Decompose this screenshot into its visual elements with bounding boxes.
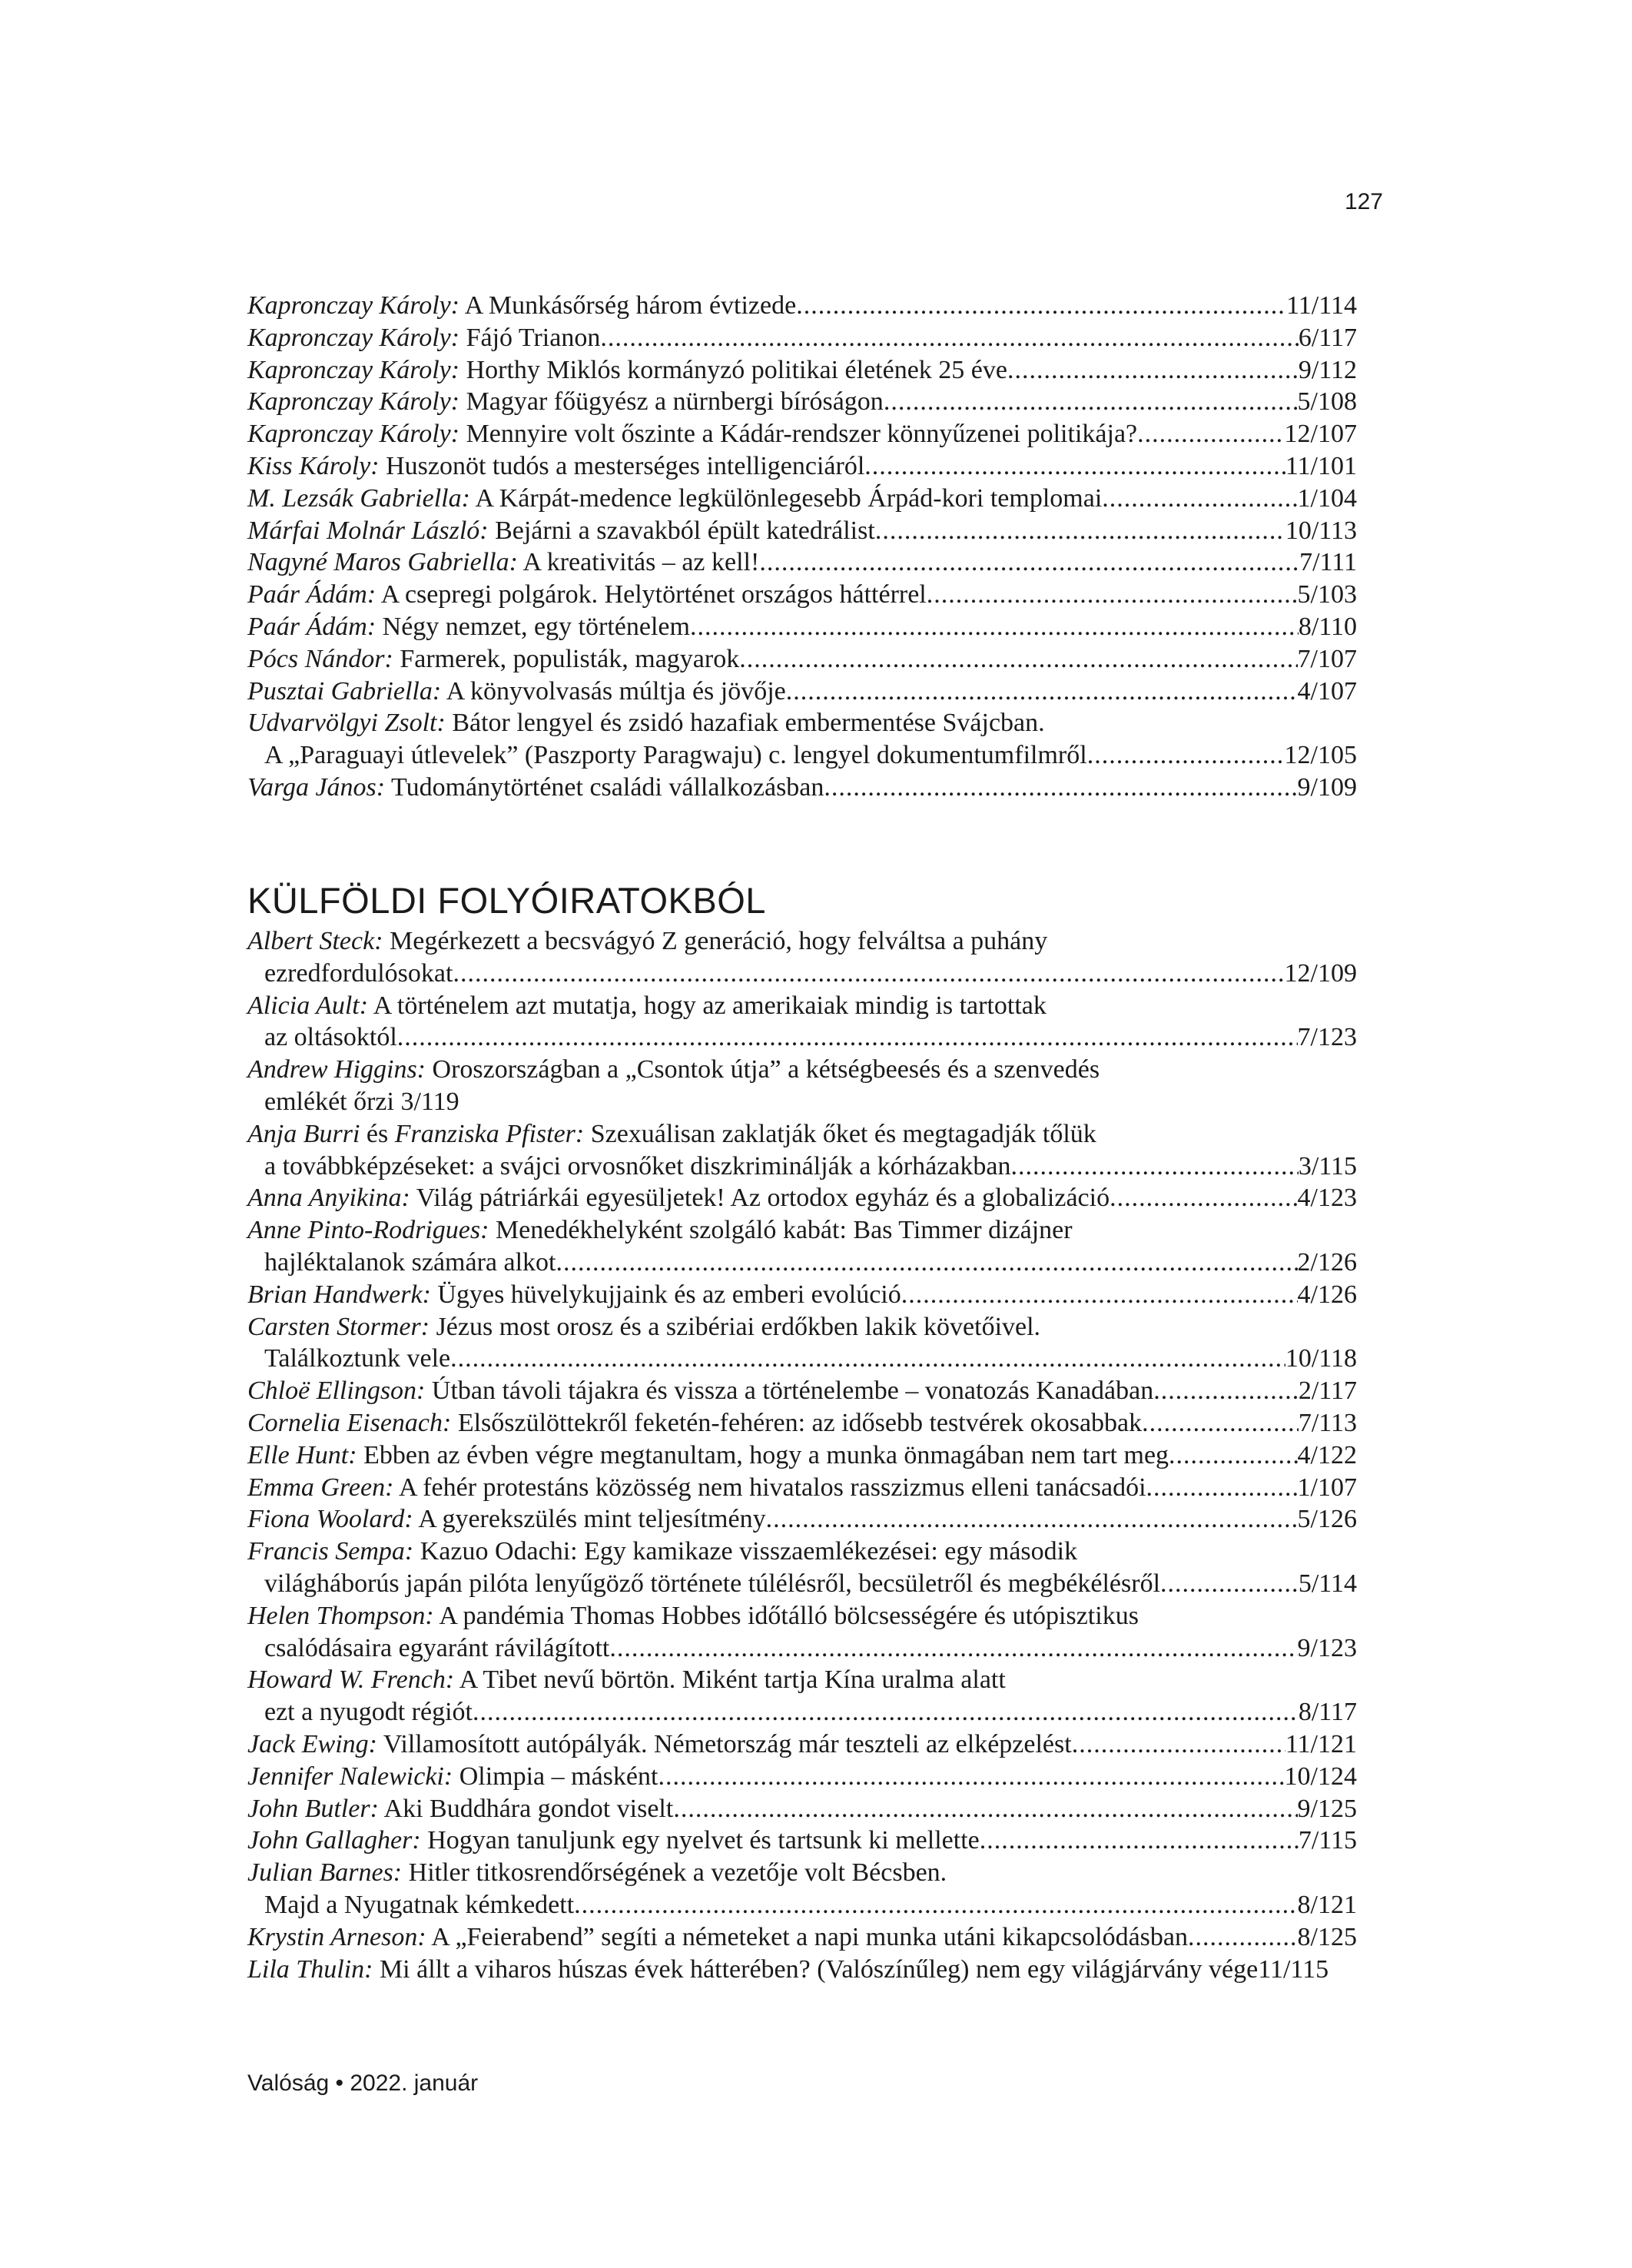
index-entry xyxy=(247,1600,1357,1665)
entry-reference: 4/122 xyxy=(1297,1440,1357,1469)
index-list-foreign xyxy=(247,925,1357,1985)
index-entry xyxy=(247,1279,1357,1311)
index-entry xyxy=(247,1054,1357,1118)
entry-author: Carsten Stormer: xyxy=(247,1312,430,1341)
entry-author: John Butler: xyxy=(247,1794,379,1823)
leader-dots xyxy=(875,515,1285,547)
entry-title: Farmerek, populisták, magyarok xyxy=(400,644,740,673)
index-entry xyxy=(247,611,1357,643)
leader-dots xyxy=(1169,1439,1298,1472)
index-entry xyxy=(247,1793,1357,1825)
entry-reference: 8/125 xyxy=(1297,1922,1357,1951)
entry-author: Anna Anyikina: xyxy=(247,1184,410,1213)
leader-dots xyxy=(796,290,1286,322)
entry-author: Krystin Arneson: xyxy=(247,1922,426,1951)
entry-author: Pusztai Gabriella: xyxy=(247,676,442,706)
entry-reference: 11/121 xyxy=(1285,1729,1357,1758)
leader-dots xyxy=(901,1279,1298,1311)
index-entry xyxy=(247,1472,1357,1504)
entry-author: Paár Ádám: xyxy=(247,612,376,641)
entry-line xyxy=(247,958,1357,990)
entry-author: Kapronczay Károly: xyxy=(247,355,460,384)
entry-title: Bejárni a szavakból épült katedrálist xyxy=(495,516,875,545)
entry-author: Kapronczay Károly: xyxy=(247,291,460,320)
entry-text xyxy=(247,1054,1100,1086)
entry-line xyxy=(247,772,1357,804)
entry-reference: 7/111 xyxy=(1299,548,1357,577)
entry-line xyxy=(247,1793,1357,1825)
entry-reference: 4/107 xyxy=(1297,676,1357,706)
entry-line xyxy=(247,1279,1357,1311)
entry-text xyxy=(247,1279,901,1311)
entry-line xyxy=(247,1568,1357,1600)
entry-reference: 9/125 xyxy=(1297,1794,1357,1823)
entry-author: Jennifer Nalewicki: xyxy=(247,1762,453,1791)
entry-line xyxy=(247,1151,1357,1183)
entry-text xyxy=(247,386,884,418)
entry-author: M. Lezsák Gabriella: xyxy=(247,483,470,513)
index-entry xyxy=(247,643,1357,676)
entry-title: A Tibet nevű börtön. Miként tartja Kína uralma alatt xyxy=(459,1665,1006,1695)
leader-dots xyxy=(1087,739,1285,772)
entry-text xyxy=(247,1857,947,1889)
entry-title-continued: az oltásoktól xyxy=(264,1023,397,1052)
index-list-hungarian xyxy=(247,290,1357,804)
entry-title: A pandémia Thomas Hobbes időtálló bölcsességére és utópisztikus xyxy=(439,1601,1139,1630)
entry-reference: 8/110 xyxy=(1298,612,1357,641)
leader-dots xyxy=(927,579,1298,611)
entry-title: A kreativitás – az kell! xyxy=(522,548,760,577)
entry-line xyxy=(247,611,1357,643)
entry-text xyxy=(247,1214,1073,1247)
index-entry xyxy=(247,1182,1357,1214)
entry-author: Anne Pinto-Rodrigues: xyxy=(247,1216,489,1245)
entry-title: Fájó Trianon xyxy=(466,323,601,352)
leader-dots xyxy=(1010,1151,1298,1183)
entry-author: Márfai Molnár László: xyxy=(247,516,489,545)
entry-text xyxy=(247,546,759,579)
entry-title: Útban távoli tájakra és vissza a történelembe – vonatozás Kanadában xyxy=(431,1376,1154,1406)
leader-dots xyxy=(759,546,1299,579)
entry-author: Andrew Higgins: xyxy=(247,1055,426,1084)
entry-title-continued: hajléktalanok számára alkot xyxy=(264,1247,556,1277)
leader-dots xyxy=(739,643,1297,676)
entry-author: Howard W. French: xyxy=(247,1665,455,1695)
entry-author: Jack Ewing: xyxy=(247,1729,377,1758)
entry-title: A Munkásőrség három évtizede xyxy=(464,291,797,320)
entry-line xyxy=(247,1054,1357,1086)
entry-text xyxy=(247,515,875,547)
entry-title: Horthy Miklós kormányzó politikai életének 25 éve xyxy=(466,355,1007,384)
entry-title: Bátor lengyel és zsidó hazafiak embermentése Svájcban. xyxy=(452,709,1045,738)
entry-line xyxy=(247,1021,1357,1054)
entry-title: Jézus most orosz és a szibériai erdőkben lakik követőivel. xyxy=(436,1312,1041,1341)
entry-reference: 9/123 xyxy=(1297,1633,1357,1662)
leader-dots xyxy=(453,958,1284,990)
entry-line xyxy=(247,1472,1357,1504)
entry-author: Lila Thulin: xyxy=(247,1954,373,1984)
entry-author: John Gallagher: xyxy=(247,1826,421,1855)
entry-author: Elle Hunt: xyxy=(247,1440,357,1469)
entry-author: Anja Burri xyxy=(247,1119,360,1148)
index-entry xyxy=(247,676,1357,708)
entry-line xyxy=(247,1407,1357,1439)
index-entry xyxy=(247,354,1357,387)
entry-text xyxy=(247,925,1047,958)
entry-author: Kapronczay Károly: xyxy=(247,420,460,449)
leader-dots xyxy=(397,1021,1298,1054)
index-entry xyxy=(247,1954,1357,1986)
entry-reference: 2/126 xyxy=(1297,1247,1357,1277)
leader-dots xyxy=(766,1503,1298,1536)
leader-dots xyxy=(980,1825,1299,1857)
entry-line xyxy=(247,1825,1357,1857)
entry-text xyxy=(247,1182,1110,1214)
entry-line xyxy=(247,450,1357,483)
entry-author: Kapronczay Károly: xyxy=(247,387,460,417)
entry-title: Ebben az évben végre megtanultam, hogy a munka önmagában nem tart meg xyxy=(363,1440,1169,1469)
index-entry xyxy=(247,515,1357,547)
entry-reference: 11/114 xyxy=(1286,291,1357,320)
entry-text xyxy=(247,643,739,676)
entry-line xyxy=(247,1696,1357,1728)
entry-title: Négy nemzet, egy történelem xyxy=(382,612,690,641)
entry-text xyxy=(247,354,1007,387)
entry-title: Villamosított autópályák. Németország már teszteli az elképzelést xyxy=(383,1729,1072,1758)
entry-title: A gyerekszülés mint teljesítmény xyxy=(418,1505,766,1534)
entry-author: Albert Steck: xyxy=(247,927,383,955)
index-entry xyxy=(247,1407,1357,1439)
index-entry xyxy=(247,707,1357,772)
entry-text xyxy=(247,322,600,354)
entry-text xyxy=(247,579,927,611)
entry-reference: 9/112 xyxy=(1298,355,1357,384)
entry-reference: 7/123 xyxy=(1297,1023,1357,1052)
entry-title: A könyvolvasás múltja és jövője xyxy=(446,676,786,706)
entry-title-continued: a továbbképzéseket: a svájci orvosnőket diszkriminálják a kórházakban xyxy=(264,1151,1011,1180)
entry-line xyxy=(247,1439,1357,1472)
entry-title: A „Feierabend” segíti a németeket a napi munka utáni kikapcsolódásban xyxy=(431,1922,1189,1951)
entry-line xyxy=(247,579,1357,611)
entry-text xyxy=(247,1407,1142,1439)
entry-author: Emma Green: xyxy=(247,1473,394,1502)
entry-line xyxy=(247,1247,1357,1279)
index-entry xyxy=(247,1728,1357,1761)
entry-author: Kiss Károly: xyxy=(247,451,380,480)
entry-line xyxy=(247,925,1357,958)
entry-title: Mi állt a viharos húszas évek hátterében? (Valószínűleg) nem egy világjárvány vége xyxy=(379,1954,1259,1984)
entry-reference: 1/107 xyxy=(1297,1473,1357,1502)
entry-title-continued: A „Paraguayi útlevelek” (Paszporty Paragwaju) c. lengyel dokumentumfilmről xyxy=(264,741,1087,770)
entry-joiner: és xyxy=(360,1119,395,1148)
index-entry xyxy=(247,925,1357,990)
entry-line xyxy=(247,1728,1357,1761)
entry-line xyxy=(247,1761,1357,1793)
entry-text xyxy=(247,1439,1169,1472)
entry-text xyxy=(247,1954,1258,1986)
entry-reference: 5/103 xyxy=(1297,580,1357,609)
entry-title: Világ pátriárkái egyesüljetek! Az ortodox egyház és a globalizáció xyxy=(416,1184,1110,1213)
index-entry xyxy=(247,1761,1357,1793)
entry-line xyxy=(247,739,1357,772)
entry-author: Nagyné Maros Gabriella: xyxy=(247,548,518,577)
entry-line xyxy=(247,990,1357,1022)
entry-line xyxy=(247,483,1357,515)
entry-title: Megérkezett a becsvágyó Z generáció, hogy felváltsa a puhány xyxy=(390,927,1048,955)
entry-title: Menedékhelyként szolgáló kabát: Bas Timmer dizájner xyxy=(495,1216,1073,1245)
entry-reference: 12/105 xyxy=(1284,741,1357,770)
entry-author: Alicia Ault: xyxy=(247,991,369,1020)
leader-dots xyxy=(658,1761,1284,1793)
entry-title-continued: csalódásaira egyaránt rávilágított xyxy=(264,1633,610,1662)
index-entry xyxy=(247,1118,1357,1183)
index-entry xyxy=(247,1664,1357,1728)
index-entry xyxy=(247,772,1357,804)
entry-title: Hogyan tanuljunk egy nyelvet és tartsunk ki mellette xyxy=(427,1826,980,1855)
entry-author: Pócs Nándor: xyxy=(247,644,393,673)
leader-dots xyxy=(1137,418,1284,450)
entry-text xyxy=(247,611,690,643)
entry-line xyxy=(247,546,1357,579)
entry-reference: 11/101 xyxy=(1285,451,1357,480)
entry-line xyxy=(247,1343,1357,1375)
entry-reference: 7/115 xyxy=(1298,1826,1357,1855)
entry-reference: 11/115 xyxy=(1258,1954,1329,1984)
entry-reference: 12/109 xyxy=(1284,958,1357,988)
entry-author: Paár Ádám: xyxy=(247,580,376,609)
entry-title: A történelem azt mutatja, hogy az amerikaiak mindig is tartottak xyxy=(373,991,1047,1020)
entry-line xyxy=(247,1921,1357,1954)
leader-dots xyxy=(1188,1921,1298,1954)
leader-dots xyxy=(473,1696,1299,1728)
leader-dots xyxy=(786,676,1298,708)
entry-line xyxy=(247,1182,1357,1214)
entry-reference: 7/113 xyxy=(1298,1408,1357,1437)
footer: Valóság • 2022. január xyxy=(247,2070,479,2096)
entry-line xyxy=(247,290,1357,322)
entry-title: Aki Buddhára gondot viselt xyxy=(383,1794,674,1823)
entry-line xyxy=(247,643,1357,676)
index-entry xyxy=(247,1375,1357,1407)
entry-line xyxy=(247,1086,1357,1118)
entry-title: Magyar főügyész a nürnbergi bíróságon xyxy=(466,387,884,417)
index-entry xyxy=(247,579,1357,611)
entry-text xyxy=(247,1664,1006,1696)
leader-dots xyxy=(574,1889,1297,1921)
leader-dots xyxy=(673,1793,1297,1825)
entry-reference: 8/117 xyxy=(1298,1698,1357,1727)
entry-reference: 1/104 xyxy=(1297,483,1357,513)
entry-reference: 5/108 xyxy=(1297,387,1357,417)
entry-line xyxy=(247,1536,1357,1568)
entry-reference: 6/117 xyxy=(1298,323,1357,352)
entry-reference: 12/107 xyxy=(1284,420,1357,449)
index-entry xyxy=(247,322,1357,354)
entry-author: Varga János: xyxy=(247,772,386,802)
entry-title-continued: Találkoztunk vele xyxy=(264,1344,451,1373)
entry-title: Ügyes hüvelykujjaink és az emberi evolúció xyxy=(437,1280,901,1309)
entry-text xyxy=(247,676,786,708)
entry-text xyxy=(247,1825,980,1857)
entry-author: Cornelia Eisenach: xyxy=(247,1408,452,1437)
entry-line xyxy=(247,1311,1357,1343)
entry-line xyxy=(247,1632,1357,1665)
entry-line xyxy=(247,1375,1357,1407)
entry-reference: 4/126 xyxy=(1297,1280,1357,1309)
entry-title: Olimpia – másként xyxy=(459,1762,658,1791)
entry-text xyxy=(247,1921,1188,1954)
entry-title: Hitler titkosrendőrségének a vezetője volt Bécsben. xyxy=(408,1858,947,1888)
entry-author: Udvarvölgyi Zsolt: xyxy=(247,709,446,738)
leader-dots xyxy=(1142,1407,1299,1439)
entry-line xyxy=(247,1503,1357,1536)
entry-title: A Kárpát-medence legkülönlegesebb Árpád-kori templomai xyxy=(475,483,1103,513)
entry-reference: 5/114 xyxy=(1298,1569,1357,1598)
entry-reference: 8/121 xyxy=(1297,1890,1357,1919)
entry-title: Tudománytörténet családi vállalkozásban xyxy=(391,772,824,802)
entry-line xyxy=(247,515,1357,547)
index-entry xyxy=(247,1311,1357,1376)
entry-reference: 2/117 xyxy=(1298,1376,1357,1406)
entry-author: Franziska Pfister: xyxy=(394,1119,585,1148)
entry-text xyxy=(247,990,1047,1022)
leader-dots xyxy=(609,1632,1297,1665)
entry-text xyxy=(247,483,1102,515)
entry-line xyxy=(247,676,1357,708)
entry-text xyxy=(247,707,1045,739)
entry-line xyxy=(247,418,1357,450)
leader-dots xyxy=(1160,1568,1299,1600)
entry-author: Francis Sempa: xyxy=(247,1537,414,1566)
entry-title: Szexuálisan zaklatják őket és megtagadják tőlük xyxy=(590,1119,1096,1148)
entry-reference: 3/115 xyxy=(1298,1151,1357,1180)
entry-title: Kazuo Odachi: Egy kamikaze visszaemlékezései: egy második xyxy=(420,1537,1078,1566)
entry-title: A csepregi polgárok. Helytörténet országos háttérrel xyxy=(380,580,927,609)
leader-dots xyxy=(824,772,1297,804)
index-entry xyxy=(247,290,1357,322)
page-number: 127 xyxy=(1344,189,1383,214)
leader-dots xyxy=(556,1247,1298,1279)
entry-line xyxy=(247,707,1357,739)
leader-dots xyxy=(1072,1728,1285,1761)
entry-title: A fehér protestáns közösség nem hivatalos rasszizmus elleni tanácsadói xyxy=(399,1473,1146,1502)
leader-dots xyxy=(600,322,1298,354)
leader-dots xyxy=(884,386,1298,418)
entry-reference: 10/118 xyxy=(1285,1344,1357,1373)
leader-dots xyxy=(1007,354,1299,387)
entry-line xyxy=(247,1857,1357,1889)
entry-line xyxy=(247,1889,1357,1921)
index-entry xyxy=(247,546,1357,579)
leader-dots xyxy=(690,611,1299,643)
entry-text xyxy=(247,1375,1153,1407)
entry-text xyxy=(247,1472,1146,1504)
entry-line xyxy=(247,1118,1357,1151)
index-entry xyxy=(247,1536,1357,1600)
section-title: KÜLFÖLDI FOLYÓIRATOKBÓL xyxy=(247,880,766,921)
leader-dots xyxy=(1153,1375,1299,1407)
index-entry xyxy=(247,990,1357,1054)
index-entry xyxy=(247,1503,1357,1536)
entry-line xyxy=(247,386,1357,418)
leader-dots xyxy=(1146,1472,1298,1504)
index-entry xyxy=(247,483,1357,515)
entry-title-continued: Majd a Nyugatnak kémkedett xyxy=(264,1890,575,1919)
entry-reference: 7/107 xyxy=(1297,644,1357,673)
entry-text xyxy=(247,1536,1077,1568)
leader-dots xyxy=(1110,1182,1297,1214)
entry-text xyxy=(247,1728,1072,1761)
entry-title: Elsőszülöttekről feketén-fehéren: az idősebb testvérek okosabbak xyxy=(457,1408,1143,1437)
entry-text xyxy=(247,1311,1040,1343)
entry-title: Mennyire volt őszinte a Kádár-rendszer könnyűzenei politikája? xyxy=(466,420,1138,449)
entry-reference: 4/123 xyxy=(1297,1184,1357,1213)
entry-title-continued: ezt a nyugodt régiót xyxy=(264,1698,473,1727)
entry-line xyxy=(247,1954,1357,1986)
entry-author: Helen Thompson: xyxy=(247,1601,434,1630)
entry-line xyxy=(247,1600,1357,1632)
entry-title-continued: emlékét őrzi 3/119 xyxy=(264,1087,459,1116)
index-entry xyxy=(247,1857,1357,1921)
leader-dots xyxy=(450,1343,1285,1375)
entry-reference: 10/113 xyxy=(1285,516,1357,545)
index-entry xyxy=(247,1439,1357,1472)
entry-text xyxy=(247,1118,1096,1151)
entry-text xyxy=(247,1793,673,1825)
entry-text xyxy=(247,1761,658,1793)
entry-title-continued: ezredfordulósokat xyxy=(264,958,453,988)
entry-author: Kapronczay Károly: xyxy=(247,323,460,352)
index-entry xyxy=(247,450,1357,483)
entry-author: Fiona Woolard: xyxy=(247,1505,413,1534)
entry-title: Oroszországban a „Csontok útja” a kétségbeesés és a szenvedés xyxy=(432,1055,1100,1084)
index-entry xyxy=(247,418,1357,450)
leader-dots xyxy=(1102,483,1297,515)
entry-title-continued: világháborús japán pilóta lenyűgöző története túlélésről, becsületről és megbékélésről xyxy=(264,1569,1161,1598)
entry-author: Chloë Ellingson: xyxy=(247,1376,426,1406)
entry-author: Julian Barnes: xyxy=(247,1858,403,1888)
entry-reference: 10/124 xyxy=(1284,1762,1357,1791)
entry-author: Brian Handwerk: xyxy=(247,1280,431,1309)
leader-dots xyxy=(864,450,1285,483)
entry-text xyxy=(247,1503,766,1536)
entry-text xyxy=(247,450,864,483)
entry-text xyxy=(247,1600,1139,1632)
index-entry xyxy=(247,1214,1357,1279)
entry-title: Huszonöt tudós a mesterséges intelligenciáról xyxy=(386,451,865,480)
entry-line xyxy=(247,1664,1357,1696)
entry-line xyxy=(247,322,1357,354)
index-entry xyxy=(247,1825,1357,1857)
entry-text xyxy=(247,772,824,804)
entry-text xyxy=(247,290,796,322)
entry-line xyxy=(247,354,1357,387)
index-entry xyxy=(247,386,1357,418)
entry-line xyxy=(247,1214,1357,1247)
entry-text xyxy=(247,418,1137,450)
index-entry xyxy=(247,1921,1357,1954)
entry-reference: 5/126 xyxy=(1297,1505,1357,1534)
entry-reference: 9/109 xyxy=(1297,772,1357,802)
